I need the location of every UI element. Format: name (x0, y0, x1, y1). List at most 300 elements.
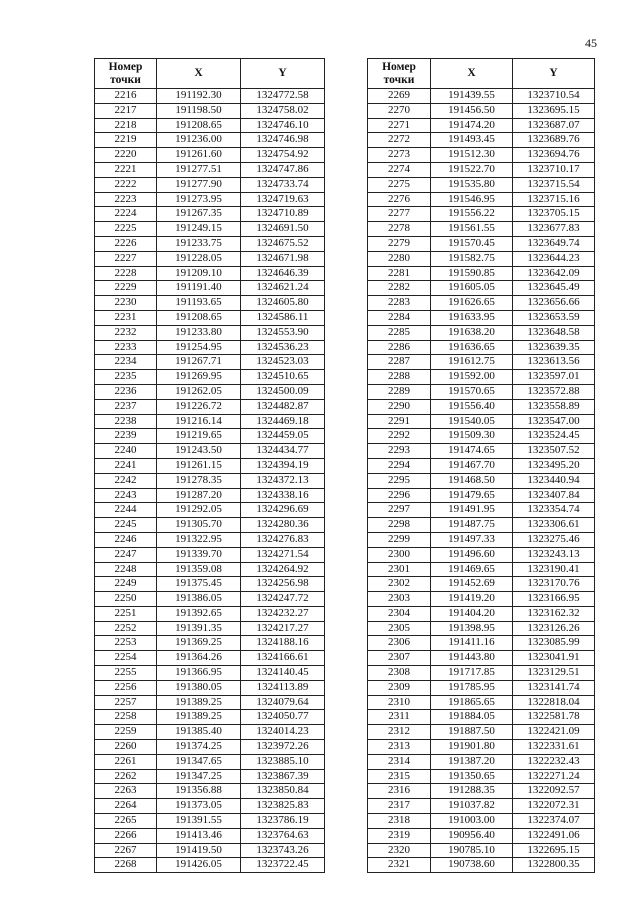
point-number-cell: 2292 (368, 429, 431, 444)
x-coordinate-cell: 191497.33 (431, 532, 513, 547)
x-coordinate-cell: 191322.95 (157, 532, 241, 547)
point-number-cell: 2293 (368, 444, 431, 459)
y-coordinate-cell: 1323126.26 (513, 621, 595, 636)
table-row (368, 828, 595, 843)
x-coordinate-cell: 191191.40 (157, 281, 241, 296)
y-coordinate-cell: 1323166.95 (513, 592, 595, 607)
table-row (368, 133, 595, 148)
y-coordinate-cell: 1324296.69 (241, 503, 325, 518)
table-row (95, 296, 325, 311)
x-coordinate-cell: 191468.50 (431, 473, 513, 488)
y-coordinate-cell: 1324166.61 (241, 651, 325, 666)
point-number-cell: 2266 (95, 828, 157, 843)
point-number-cell: 2314 (368, 754, 431, 769)
table-row (95, 592, 325, 607)
y-coordinate-cell: 1323710.17 (513, 162, 595, 177)
table-row (368, 606, 595, 621)
y-coordinate-cell: 1323558.89 (513, 399, 595, 414)
y-coordinate-cell: 1323715.54 (513, 177, 595, 192)
x-coordinate-cell: 191226.72 (157, 399, 241, 414)
y-coordinate-cell: 1324372.13 (241, 473, 325, 488)
y-coordinate-cell: 1323129.51 (513, 666, 595, 681)
y-coordinate-cell: 1323085.99 (513, 636, 595, 651)
table-row (368, 592, 595, 607)
y-coordinate-cell: 1323547.00 (513, 414, 595, 429)
x-coordinate-cell: 191288.35 (431, 784, 513, 799)
table-row (95, 236, 325, 251)
point-number-cell: 2262 (95, 769, 157, 784)
table-row (368, 222, 595, 237)
table-row (95, 340, 325, 355)
y-coordinate-cell: 1323645.49 (513, 281, 595, 296)
y-coordinate-cell: 1324276.83 (241, 532, 325, 547)
point-number-cell: 2277 (368, 207, 431, 222)
y-coordinate-cell: 1324459.05 (241, 429, 325, 444)
point-number-cell: 2258 (95, 710, 157, 725)
point-number-cell: 2311 (368, 710, 431, 725)
table-row (95, 651, 325, 666)
table-row (368, 488, 595, 503)
x-coordinate-cell: 191522.70 (431, 162, 513, 177)
table-row (368, 710, 595, 725)
y-coordinate-cell: 1322695.15 (513, 843, 595, 858)
y-coordinate-cell: 1322491.06 (513, 828, 595, 843)
y-coordinate-cell: 1322374.07 (513, 814, 595, 829)
table-row (368, 148, 595, 163)
y-coordinate-cell: 1323710.54 (513, 89, 595, 104)
point-number-cell: 2223 (95, 192, 157, 207)
y-coordinate-cell: 1324469.18 (241, 414, 325, 429)
x-coordinate-cell: 191493.45 (431, 133, 513, 148)
point-number-cell: 2232 (95, 325, 157, 340)
point-number-cell: 2265 (95, 814, 157, 829)
y-coordinate-cell: 1324523.03 (241, 355, 325, 370)
point-number-cell: 2216 (95, 89, 157, 104)
y-coordinate-cell: 1322232.43 (513, 754, 595, 769)
x-coordinate-cell: 191456.50 (431, 103, 513, 118)
point-number-cell: 2321 (368, 858, 431, 873)
table-row (95, 814, 325, 829)
x-coordinate-cell: 191356.88 (157, 784, 241, 799)
table-row (368, 666, 595, 681)
point-number-cell: 2250 (95, 592, 157, 607)
x-coordinate-cell: 191347.65 (157, 754, 241, 769)
table-row (368, 399, 595, 414)
point-number-cell: 2242 (95, 473, 157, 488)
table-row (368, 858, 595, 873)
table-row (95, 488, 325, 503)
point-number-cell: 2306 (368, 636, 431, 651)
table-row (368, 695, 595, 710)
x-coordinate-cell: 191364.26 (157, 651, 241, 666)
table-row (368, 651, 595, 666)
x-coordinate-cell: 191509.30 (431, 429, 513, 444)
table-row (95, 503, 325, 518)
table-row (368, 562, 595, 577)
table-row (368, 547, 595, 562)
page-number: 45 (585, 36, 597, 50)
table-row (95, 370, 325, 385)
table-row (368, 236, 595, 251)
y-coordinate-cell: 1324733.74 (241, 177, 325, 192)
x-coordinate-cell: 191570.45 (431, 236, 513, 251)
y-coordinate-cell: 1323885.10 (241, 754, 325, 769)
x-coordinate-cell: 191540.05 (431, 414, 513, 429)
table-row (368, 177, 595, 192)
y-coordinate-cell: 1323715.16 (513, 192, 595, 207)
x-coordinate-cell: 191443.80 (431, 651, 513, 666)
table-row (95, 606, 325, 621)
point-number-cell: 2246 (95, 532, 157, 547)
table-row (95, 414, 325, 429)
point-number-cell: 2263 (95, 784, 157, 799)
y-coordinate-cell: 1323141.74 (513, 680, 595, 695)
point-number-cell: 2235 (95, 370, 157, 385)
x-coordinate-cell: 191411.16 (431, 636, 513, 651)
table-row (95, 89, 325, 104)
y-coordinate-cell: 1324338.16 (241, 488, 325, 503)
x-coordinate-cell: 191561.55 (431, 222, 513, 237)
y-coordinate-cell: 1324772.58 (241, 89, 325, 104)
y-coordinate-cell: 1323694.76 (513, 148, 595, 163)
point-number-cell: 2299 (368, 532, 431, 547)
y-coordinate-cell: 1323850.84 (241, 784, 325, 799)
table-row (368, 444, 595, 459)
x-coordinate-cell: 191535.80 (431, 177, 513, 192)
x-coordinate-cell: 191228.05 (157, 251, 241, 266)
table-row (368, 577, 595, 592)
table-row (368, 518, 595, 533)
point-number-cell: 2295 (368, 473, 431, 488)
y-coordinate-cell: 1322581.78 (513, 710, 595, 725)
y-coordinate-cell: 1322331.61 (513, 740, 595, 755)
y-coordinate-cell: 1322818.04 (513, 695, 595, 710)
table-header-row (368, 59, 595, 89)
y-coordinate-cell: 1323162.32 (513, 606, 595, 621)
x-coordinate-cell: 191267.35 (157, 207, 241, 222)
x-coordinate-cell: 191269.95 (157, 370, 241, 385)
y-coordinate-cell: 1324188.16 (241, 636, 325, 651)
y-coordinate-cell: 1323705.15 (513, 207, 595, 222)
table-row (95, 562, 325, 577)
point-number-cell: 2316 (368, 784, 431, 799)
table-row (368, 162, 595, 177)
table-row (368, 458, 595, 473)
x-coordinate-cell: 191605.05 (431, 281, 513, 296)
coordinates-table-right (367, 58, 595, 873)
table-row (368, 680, 595, 695)
table-row (368, 814, 595, 829)
table-row (368, 281, 595, 296)
point-number-cell: 2252 (95, 621, 157, 636)
point-number-cell: 2270 (368, 103, 431, 118)
x-coordinate-cell: 191386.05 (157, 592, 241, 607)
x-coordinate-cell: 191556.22 (431, 207, 513, 222)
y-coordinate-cell: 1324553.90 (241, 325, 325, 340)
table-row (95, 740, 325, 755)
table-row (95, 355, 325, 370)
table-row (368, 621, 595, 636)
y-coordinate-cell: 1324014.23 (241, 725, 325, 740)
y-coordinate-cell: 1323689.76 (513, 133, 595, 148)
point-number-cell: 2291 (368, 414, 431, 429)
x-coordinate-cell: 191479.65 (431, 488, 513, 503)
y-coordinate-cell: 1324747.86 (241, 162, 325, 177)
x-coordinate-cell: 191491.95 (431, 503, 513, 518)
point-number-cell: 2222 (95, 177, 157, 192)
point-number-cell: 2269 (368, 89, 431, 104)
y-coordinate-cell: 1324746.10 (241, 118, 325, 133)
table-row (368, 296, 595, 311)
point-number-cell: 2283 (368, 296, 431, 311)
table-row (95, 710, 325, 725)
point-number-cell: 2276 (368, 192, 431, 207)
point-number-cell: 2317 (368, 799, 431, 814)
x-coordinate-cell: 191198.50 (157, 103, 241, 118)
y-coordinate-cell: 1324671.98 (241, 251, 325, 266)
table-row (95, 444, 325, 459)
table-row (95, 828, 325, 843)
y-coordinate-cell: 1323306.61 (513, 518, 595, 533)
x-coordinate-cell: 191209.10 (157, 266, 241, 281)
point-number-cell: 2253 (95, 636, 157, 651)
table-row (95, 310, 325, 325)
table-row (368, 266, 595, 281)
x-coordinate-cell: 191233.75 (157, 236, 241, 251)
table-row (95, 754, 325, 769)
y-coordinate-cell: 1323972.26 (241, 740, 325, 755)
table-row (368, 414, 595, 429)
table-row (95, 680, 325, 695)
point-number-cell: 2255 (95, 666, 157, 681)
x-coordinate-cell: 191496.60 (431, 547, 513, 562)
table-row (95, 162, 325, 177)
x-coordinate-cell: 191389.25 (157, 695, 241, 710)
y-coordinate-cell: 1323653.59 (513, 310, 595, 325)
point-number-cell: 2319 (368, 828, 431, 843)
point-number-cell: 2230 (95, 296, 157, 311)
point-number-cell: 2308 (368, 666, 431, 681)
point-number-cell: 2243 (95, 488, 157, 503)
x-coordinate-cell: 191467.70 (431, 458, 513, 473)
x-coordinate-cell: 191208.65 (157, 118, 241, 133)
table-row (95, 429, 325, 444)
table-row (95, 784, 325, 799)
point-number-cell: 2297 (368, 503, 431, 518)
x-coordinate-cell: 191254.95 (157, 340, 241, 355)
x-coordinate-cell: 191359.08 (157, 562, 241, 577)
point-number-cell: 2261 (95, 754, 157, 769)
y-coordinate-cell: 1323786.19 (241, 814, 325, 829)
point-number-cell: 2245 (95, 518, 157, 533)
y-coordinate-cell: 1324500.09 (241, 384, 325, 399)
x-coordinate-cell: 191469.65 (431, 562, 513, 577)
y-coordinate-cell: 1324247.72 (241, 592, 325, 607)
point-number-cell: 2238 (95, 414, 157, 429)
point-number-cell: 2260 (95, 740, 157, 755)
x-coordinate-cell: 191380.05 (157, 680, 241, 695)
x-coordinate-cell: 191570.65 (431, 384, 513, 399)
point-number-cell: 2234 (95, 355, 157, 370)
y-coordinate-cell: 1324271.54 (241, 547, 325, 562)
point-number-cell: 2244 (95, 503, 157, 518)
x-coordinate-cell: 191375.45 (157, 577, 241, 592)
table-row (95, 636, 325, 651)
point-number-cell: 2256 (95, 680, 157, 695)
x-coordinate-cell: 191267.71 (157, 355, 241, 370)
y-coordinate-cell: 1324510.65 (241, 370, 325, 385)
y-coordinate-cell: 1324710.89 (241, 207, 325, 222)
table-row (95, 725, 325, 740)
x-coordinate-cell: 191785.95 (431, 680, 513, 695)
x-coordinate-cell: 191884.05 (431, 710, 513, 725)
point-number-cell: 2320 (368, 843, 431, 858)
y-coordinate-cell: 1323825.83 (241, 799, 325, 814)
point-number-cell: 2229 (95, 281, 157, 296)
table-row (95, 621, 325, 636)
x-coordinate-cell: 190956.40 (431, 828, 513, 843)
x-coordinate-cell: 191389.25 (157, 710, 241, 725)
point-number-cell: 2279 (368, 236, 431, 251)
x-coordinate-cell: 191277.51 (157, 162, 241, 177)
table-row (95, 118, 325, 133)
y-coordinate-cell: 1323507.52 (513, 444, 595, 459)
point-number-cell: 2264 (95, 799, 157, 814)
x-coordinate-cell: 191273.95 (157, 192, 241, 207)
table-row (95, 532, 325, 547)
table-row (95, 251, 325, 266)
x-coordinate-cell: 191261.60 (157, 148, 241, 163)
y-coordinate-cell: 1323687.07 (513, 118, 595, 133)
table-row (95, 192, 325, 207)
point-number-cell: 2318 (368, 814, 431, 829)
point-number-cell: 2284 (368, 310, 431, 325)
point-number-cell: 2257 (95, 695, 157, 710)
x-coordinate-cell: 191633.95 (431, 310, 513, 325)
y-coordinate-cell: 1324394.19 (241, 458, 325, 473)
x-coordinate-cell: 191219.65 (157, 429, 241, 444)
y-coordinate-cell: 1324256.98 (241, 577, 325, 592)
point-number-cell: 2249 (95, 577, 157, 592)
point-number-cell: 2274 (368, 162, 431, 177)
table-row (368, 754, 595, 769)
x-coordinate-cell: 191439.55 (431, 89, 513, 104)
table-row (368, 473, 595, 488)
table-row (368, 532, 595, 547)
point-number-cell: 2225 (95, 222, 157, 237)
y-coordinate-cell: 1323440.94 (513, 473, 595, 488)
x-coordinate-cell: 191216.14 (157, 414, 241, 429)
point-number-cell: 2259 (95, 725, 157, 740)
point-number-cell: 2241 (95, 458, 157, 473)
y-coordinate-cell: 1324605.80 (241, 296, 325, 311)
y-coordinate-cell: 1323170.76 (513, 577, 595, 592)
x-coordinate-cell: 191474.65 (431, 444, 513, 459)
table-row (368, 192, 595, 207)
x-coordinate-cell: 191474.20 (431, 118, 513, 133)
point-number-cell: 2218 (95, 118, 157, 133)
x-coordinate-cell: 191887.50 (431, 725, 513, 740)
table-row (368, 725, 595, 740)
table-row (95, 666, 325, 681)
point-number-cell: 2307 (368, 651, 431, 666)
point-number-cell: 2290 (368, 399, 431, 414)
x-coordinate-cell: 191366.95 (157, 666, 241, 681)
x-coordinate-cell: 191208.65 (157, 310, 241, 325)
x-coordinate-cell: 191582.75 (431, 251, 513, 266)
table-row (95, 207, 325, 222)
point-number-cell: 2288 (368, 370, 431, 385)
x-coordinate-cell: 191638.20 (431, 325, 513, 340)
point-number-cell: 2289 (368, 384, 431, 399)
x-coordinate-cell: 191426.05 (157, 858, 241, 873)
point-number-cell: 2217 (95, 103, 157, 118)
y-coordinate-cell: 1324586.11 (241, 310, 325, 325)
table-row (95, 222, 325, 237)
point-number-cell: 2303 (368, 592, 431, 607)
table-row (95, 148, 325, 163)
table-row (368, 103, 595, 118)
x-coordinate-cell: 191277.90 (157, 177, 241, 192)
table-row (368, 384, 595, 399)
x-coordinate-cell: 191385.40 (157, 725, 241, 740)
table-row (95, 769, 325, 784)
y-coordinate-cell: 1324675.52 (241, 236, 325, 251)
y-coordinate-cell: 1323613.56 (513, 355, 595, 370)
y-coordinate-cell: 1323572.88 (513, 384, 595, 399)
y-coordinate-cell: 1323695.15 (513, 103, 595, 118)
point-number-cell: 2228 (95, 266, 157, 281)
point-number-cell: 2296 (368, 488, 431, 503)
y-coordinate-cell: 1323648.58 (513, 325, 595, 340)
point-number-cell: 2239 (95, 429, 157, 444)
y-coordinate-cell: 1323656.66 (513, 296, 595, 311)
y-coordinate-cell: 1323722.45 (241, 858, 325, 873)
x-coordinate-cell: 191546.95 (431, 192, 513, 207)
y-coordinate-cell: 1324754.92 (241, 148, 325, 163)
point-number-cell: 2227 (95, 251, 157, 266)
point-number-cell: 2226 (95, 236, 157, 251)
table-row (95, 266, 325, 281)
table-row (95, 695, 325, 710)
x-coordinate-cell: 190738.60 (431, 858, 513, 873)
y-coordinate-cell: 1324621.24 (241, 281, 325, 296)
x-coordinate-cell: 191278.35 (157, 473, 241, 488)
y-coordinate-cell: 1324434.77 (241, 444, 325, 459)
point-number-cell: 2272 (368, 133, 431, 148)
table-row (368, 89, 595, 104)
table-row (368, 503, 595, 518)
y-coordinate-cell: 1324719.63 (241, 192, 325, 207)
x-coordinate-cell: 191392.65 (157, 606, 241, 621)
x-coordinate-cell: 191391.35 (157, 621, 241, 636)
y-coordinate-cell: 1324140.45 (241, 666, 325, 681)
point-number-cell: 2236 (95, 384, 157, 399)
table-row (368, 325, 595, 340)
point-number-cell: 2278 (368, 222, 431, 237)
point-number-cell: 2237 (95, 399, 157, 414)
table-row (95, 843, 325, 858)
x-coordinate-cell: 191350.65 (431, 769, 513, 784)
y-coordinate-cell: 1323243.13 (513, 547, 595, 562)
y-coordinate-cell: 1324232.27 (241, 606, 325, 621)
x-coordinate-cell: 191865.65 (431, 695, 513, 710)
x-coordinate-cell: 191262.05 (157, 384, 241, 399)
point-number-cell: 2312 (368, 725, 431, 740)
table-row (95, 858, 325, 873)
table-row (368, 118, 595, 133)
y-coordinate-cell: 1324264.92 (241, 562, 325, 577)
